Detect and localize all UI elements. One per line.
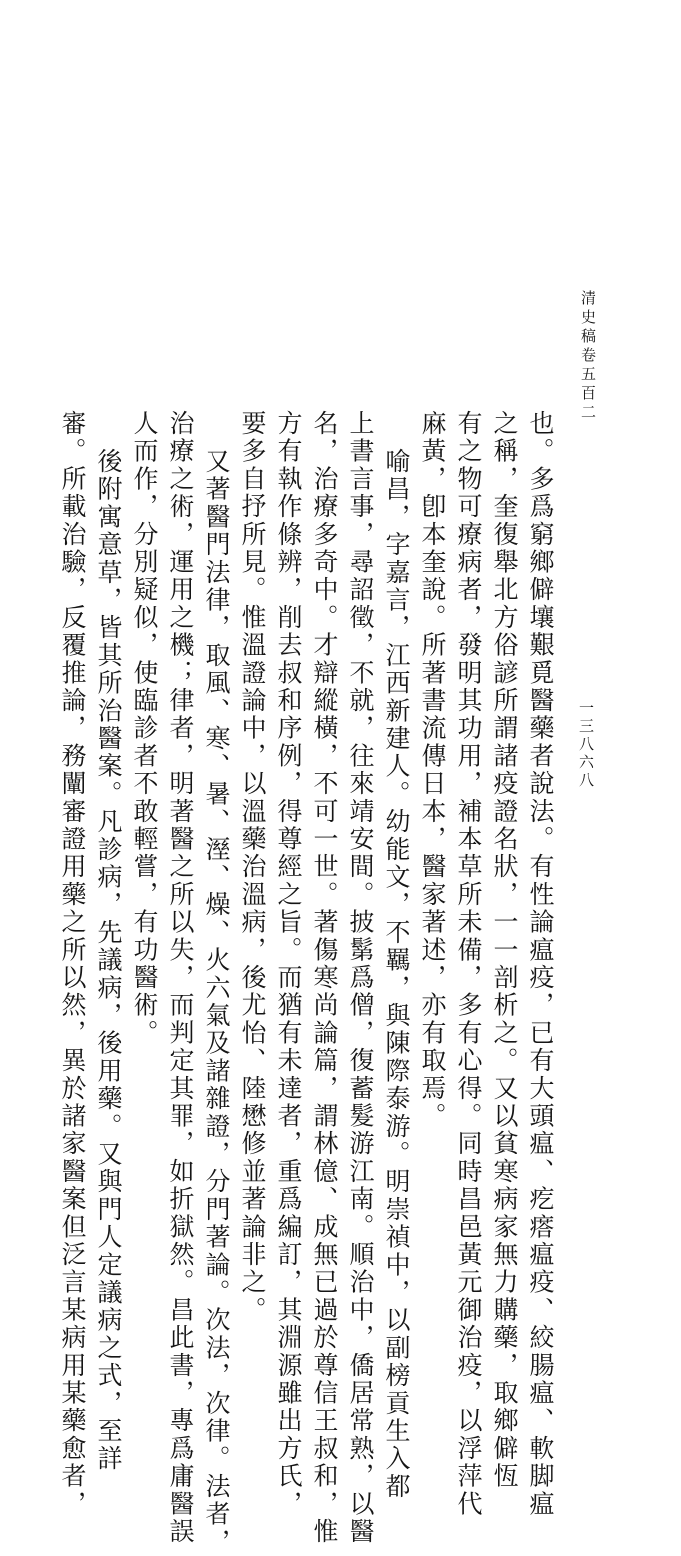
text-column-13: 後附寓意草，皆其所治醫案。凡診病，先議病，後用藥。又與門人定議病之式，至詳 [94, 448, 123, 1473]
text-column-1: 也。多爲窮鄉僻壤艱覓醫藥者說法。有性論瘟疫，已有大頭瘟、疙瘩瘟疫、絞腸瘟、軟脚瘟 [526, 410, 555, 1518]
text-column-3: 有之物可療病者，發明其功用，補本草所未備，多有心得。同時昌邑黃元御治疫，以浮萍代 [454, 410, 483, 1518]
text-column-7: 名，治療多奇中。才辯縱橫，不可一世。著傷寒尚論篇，謂林億、成無已過於尊信王叔和，惟 [310, 410, 339, 1546]
text-column-10: 又著醫門法律，取風、寒、暑、溼、燥、火六氣及諸雜證，分門著論。次法，次律。法者， [202, 448, 231, 1556]
text-column-11: 治療之術，運用之機；律者，明著醫之所以失，而判定其罪，如折獄然。昌此書，專爲庸醫誤 [166, 410, 195, 1546]
text-column-8: 方有執作條辨，削去叔和序例，得尊經之旨。而猶有未達者，重爲編訂，其淵源雖出方氏， [274, 410, 303, 1518]
text-column-5: 喻昌，字嘉言，江西新建人。幼能文，不羈，與陳際泰游。明崇禎中，以副榜貢生入都 [382, 448, 411, 1501]
text-column-12: 人而作，分別疑似，使臨診者不敢輕嘗，有功醫術。 [130, 410, 159, 1048]
text-column-4: 麻黃，卽本奎說。所著書流傳日本，醫家著述，亦有取焉。 [418, 410, 447, 1131]
page-number: 一三八六八 [577, 700, 595, 790]
text-column-2: 之稱，奎復舉北方俗諺所謂諸疫證名狀，一一剖析之。又以貧寒病家無力購藥，取鄉僻恆 [490, 410, 519, 1491]
text-column-14: 審。所載治驗，反覆推論，務闡審證用藥之所以然，異於諸家醫案但泛言某病用某藥愈者， [58, 410, 87, 1518]
running-header: 清史稿卷五百二 [579, 290, 597, 423]
text-column-9: 要多自抒所見。惟溫證論中，以溫藥治溫病，後尤怡、陸懋修並著論非之。 [238, 410, 267, 1325]
text-column-6: 上書言事，尋詔徵，不就，往來靖安間。披鬀爲僧，復蓄髮游江南。順治中，僑居常熟，以醫 [346, 410, 375, 1546]
